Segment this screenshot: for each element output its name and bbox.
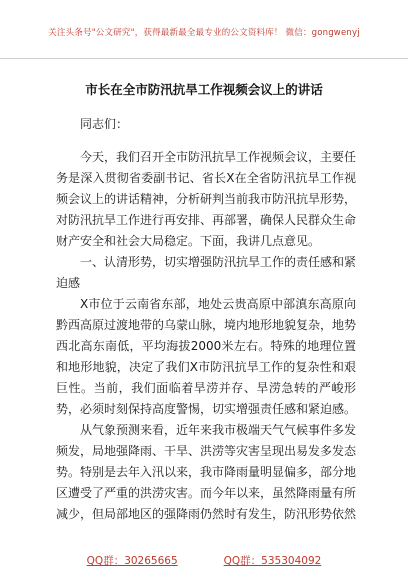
header-banner — [0, 0, 408, 59]
paragraph-weather: 从气象预测来看，近年来我市极端天气气候事件多发频发，局地强降雨、干旱、洪涝等灾害呈现出易发多发态势。特别是去年入汛以来，我市降雨量明显偏多，部分地区遭受了严重的洪涝灾害。而今年以来，虽然降雨量有所减少，但局部地区的强降雨仍然时有发生，防汛形势依然 — [56, 423, 357, 521]
header-banner-text: 关注头条号"公文研究"，获得最新最全最专业的公文资料库！ 微信：gongwenyj — [48, 28, 360, 38]
document-body — [56, 114, 356, 525]
section-heading-1: 一、认清形势，切实增强防汛抗旱工作的责任感和紧迫感 — [56, 255, 357, 290]
qq-group-2[interactable]: QQ群：535304092 — [223, 555, 322, 567]
paragraph-geography: X市位于云南省东部，地处云贵高原中部滇东高原向黔西高原过渡地带的乌蒙山脉，境内地形地貌复杂，地势西北高东南低，平均海拔2000米左右。特殊的地理位置和地形地貌，决定了我们X市防汛抗旱工作的复杂性和艰巨性。当前，我们面临着旱涝并存、旱涝急转的严峻形势，必须时刻保持高度警惕，切实增强责任感和紧迫感。 — [56, 297, 357, 416]
document-title: 市长在全市防汛抗旱工作视频会议上的讲话 — [85, 82, 323, 97]
paragraph-intro: 今天，我们召开全市防汛抗旱工作视频会议，主要任务是深入贯彻省委副书记、省长X在全省防汛抗旱工作视频会议上的讲话精神，分析研判当前我市防汛抗旱形势，对防汛抗旱工作进行再安排、再部署，确保人民群众生命财产安全和社会大局稳定。下面，我讲几点意见。 — [56, 150, 357, 248]
footer — [0, 553, 408, 580]
qq-group-1[interactable]: QQ群：30265665 — [86, 555, 178, 567]
greeting: 同志们： — [80, 117, 129, 131]
